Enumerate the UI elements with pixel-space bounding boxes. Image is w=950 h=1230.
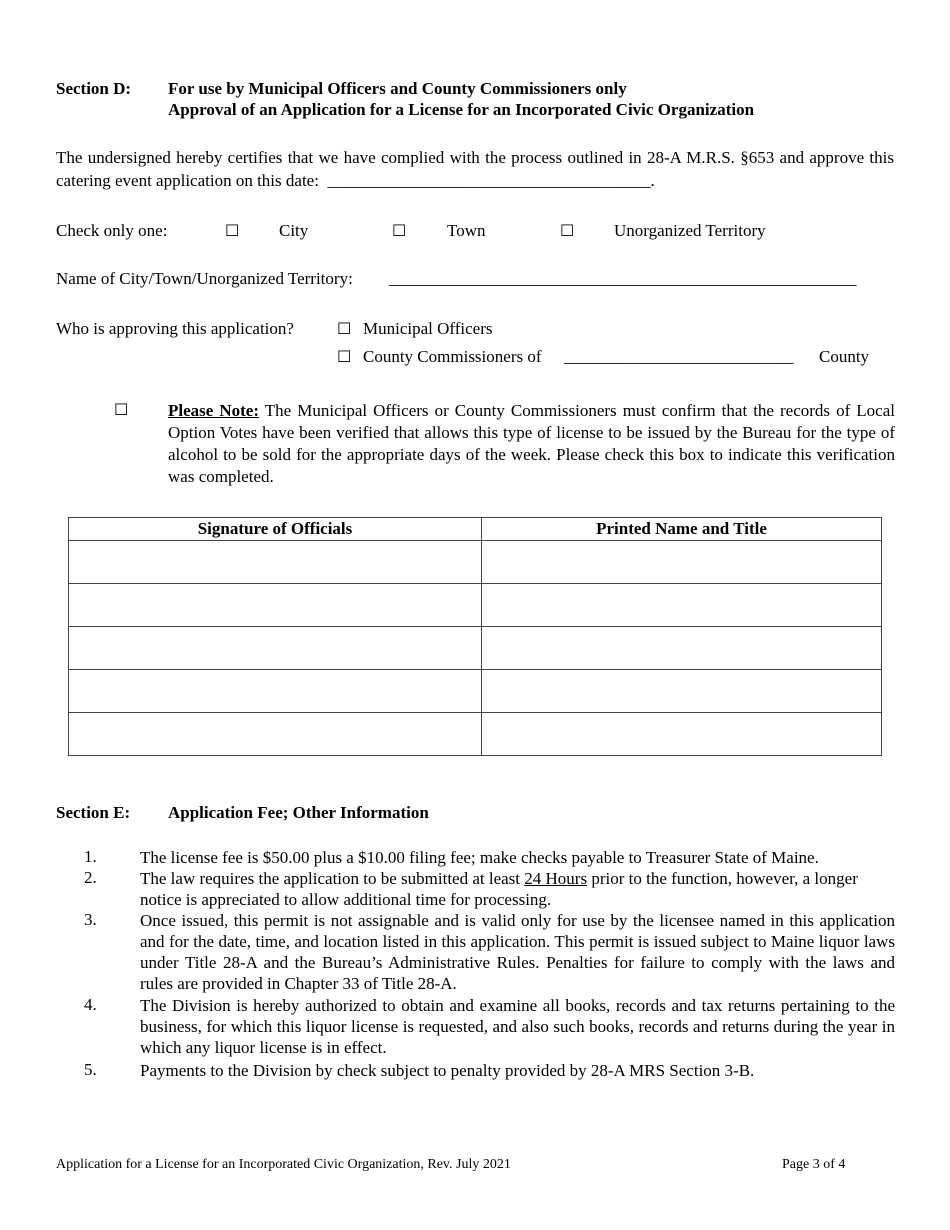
page-number: Page 3 of 4: [782, 1157, 846, 1172]
municipality-name-field[interactable]: _______________________________________________________: [389, 269, 857, 288]
list-item-number: 4.: [84, 995, 97, 1014]
printed-name-cell[interactable]: [482, 670, 882, 713]
municipal-officers-label: Municipal Officers: [363, 319, 493, 338]
please-note-text: The Municipal Officers or County Commissioners must confirm that the records of Local Option Votes have been verified that allows this type of license to be issued by the Bureau for the type of alcohol to be sold for the appropriate days of the week. Please check this box to indicate this verification was completed.: [168, 401, 895, 486]
section-e-title: Application Fee; Other Information: [168, 803, 429, 822]
list-item: The license fee is $50.00 plus a $10.00 filing fee; make checks payable to Treasurer State of Maine.: [140, 848, 819, 867]
approver-label: Who is approving this application?: [56, 319, 294, 338]
verification-checkbox[interactable]: ☐: [114, 400, 129, 419]
list-item-number: 1.: [84, 847, 97, 866]
certification-paragraph: [56, 146, 894, 192]
printed-name-cell[interactable]: [482, 584, 882, 627]
signature-cell[interactable]: [69, 584, 482, 627]
municipality-name-label: Name of City/Town/Unorganized Territory:: [56, 269, 353, 288]
city-option-label: City: [279, 221, 309, 240]
list-item-number: 3.: [84, 910, 97, 929]
list-item: Payments to the Division by check subject to penalty provided by 28-A MRS Section 3-B.: [140, 1061, 755, 1080]
section-d-label: Section D:: [56, 79, 132, 98]
check-one-label: Check only one:: [56, 221, 168, 240]
printed-name-cell[interactable]: [482, 541, 882, 584]
please-note-label: Please Note:: [168, 401, 260, 420]
unorganized-territory-checkbox[interactable]: ☐: [560, 221, 575, 240]
list-item-number: 2.: [84, 868, 97, 887]
signature-column-header: Signature of Officials: [69, 518, 482, 541]
list-item-number: 5.: [84, 1060, 97, 1079]
county-commissioners-label: County Commissioners of: [363, 347, 542, 366]
footer-form-title: Application for a License for an Incorporated Civic Organization, Rev. July 2021: [56, 1157, 511, 1172]
printed-name-column-header: Printed Name and Title: [482, 518, 882, 541]
signature-table-header: [69, 518, 882, 541]
county-suffix: County: [819, 347, 870, 366]
table-row: [69, 627, 882, 670]
section-d-title-line2: Approval of an Application for a License for an Incorporated Civic Organization: [168, 100, 755, 119]
table-row: [69, 541, 882, 584]
county-commissioners-checkbox[interactable]: ☐: [337, 347, 352, 366]
approval-date-field[interactable]: ______________________________________.: [327, 171, 655, 190]
printed-name-cell[interactable]: [482, 713, 882, 756]
municipal-officers-checkbox[interactable]: ☐: [337, 319, 352, 338]
hours-requirement: 24 Hours: [524, 869, 588, 888]
printed-name-cell[interactable]: [482, 627, 882, 670]
certification-text: The undersigned hereby certifies that we have complied with the process outlined in 28-A M.R.S. §653 and approve this catering event application on this date: ______________________________________.: [56, 148, 894, 190]
town-option-label: Town: [447, 221, 486, 240]
section-d-title-line1: For use by Municipal Officers and County Commissioners only: [168, 79, 627, 98]
table-row: [69, 584, 882, 627]
county-name-field[interactable]: ___________________________: [564, 347, 794, 366]
list-item: Once issued, this permit is not assignable and is valid only for use by the licensee named in this application and for the date, time, and location listed in this application. This permit is issued subject to Maine liquor laws under Title 28-A and the Bureau’s Administrative Rules. Penalties for failure to comply with the laws and rules are provided in Chapter 33 of Title 28-A.: [140, 911, 895, 993]
signature-cell[interactable]: [69, 670, 482, 713]
table-row: [69, 670, 882, 713]
table-row: [69, 713, 882, 756]
unorganized-territory-option-label: Unorganized Territory: [614, 221, 766, 240]
please-note-paragraph: [168, 400, 895, 488]
signature-cell[interactable]: [69, 627, 482, 670]
city-checkbox[interactable]: ☐: [225, 221, 240, 240]
signature-cell[interactable]: [69, 541, 482, 584]
town-checkbox[interactable]: ☐: [392, 221, 407, 240]
list-item: The Division is hereby authorized to obtain and examine all books, records and tax returns pertaining to the business, for which this liquor license is requested, and also such books, records and returns during the year in which any liquor license is in effect.: [140, 996, 895, 1057]
signature-cell[interactable]: [69, 713, 482, 756]
section-e-label: Section E:: [56, 803, 131, 822]
list-item: The law requires the application to be submitted at least 24 Hours prior to the function, however, a longer notice is appreciated to allow additional time for processing.: [140, 869, 858, 909]
signature-table: [68, 517, 882, 756]
